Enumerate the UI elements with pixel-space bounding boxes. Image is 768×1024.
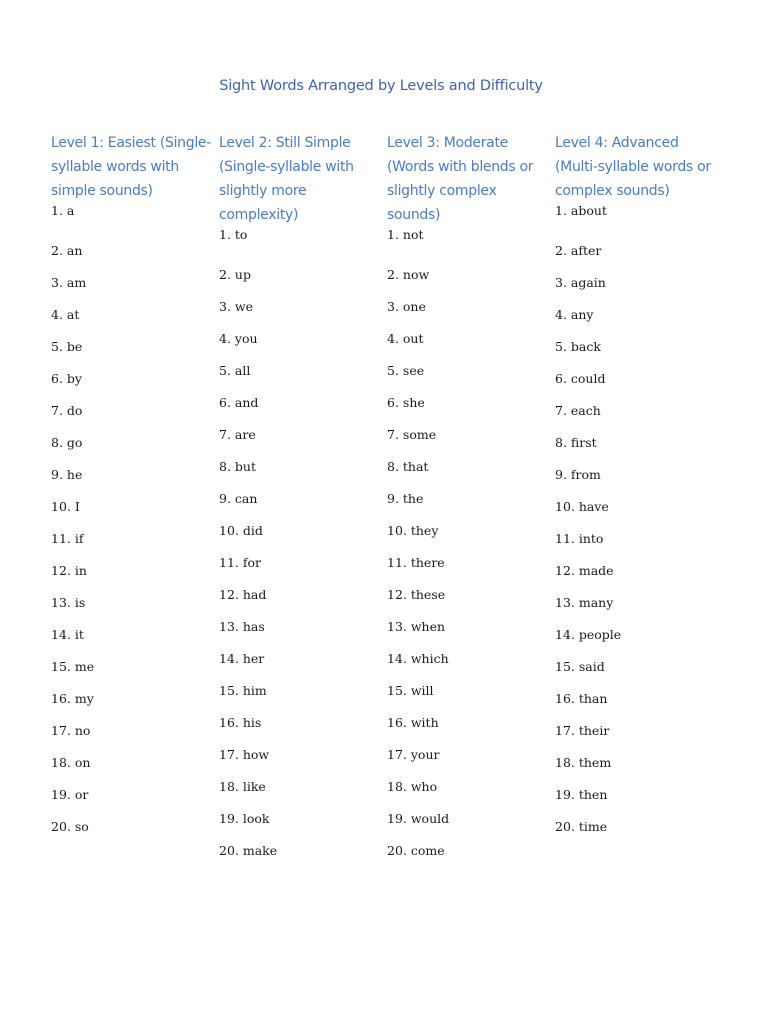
- word-list-item: 6. and: [219, 395, 259, 410]
- word-list-item: 8. go: [51, 435, 83, 450]
- word-list-item: 14. which: [387, 651, 449, 666]
- word-list-item: 10. have: [555, 499, 609, 514]
- word-list-item: 5. be: [51, 339, 83, 354]
- word-list-item: 13. has: [219, 619, 265, 634]
- level-3-heading: Level 3: Moderate (Words with blends or slightly complex sounds): [387, 135, 534, 223]
- word-list-item: 14. her: [219, 651, 265, 666]
- word-list-item: 19. or: [51, 787, 89, 802]
- level-2-heading: Level 2: Still Simple (Single-syllable with slightly more complexity): [219, 135, 354, 223]
- word-list-item: 20. so: [51, 819, 89, 834]
- word-list-item: 2. after: [555, 243, 602, 258]
- word-list-item: 14. people: [555, 627, 622, 642]
- word-list-item: 15. him: [219, 683, 267, 698]
- word-list-item: 4. any: [555, 307, 594, 322]
- word-list-item: 8. first: [555, 435, 597, 450]
- word-list-item: 15. said: [555, 659, 605, 674]
- word-list-item: 16. with: [387, 715, 439, 730]
- word-list-item: 9. the: [387, 491, 424, 506]
- word-list-item: 9. can: [219, 491, 258, 506]
- word-list-item: 4. you: [219, 331, 258, 346]
- word-list-item: 9. he: [51, 467, 83, 482]
- word-list-item: 16. my: [51, 691, 94, 706]
- word-list-item: 1. to: [219, 227, 248, 242]
- word-list-item: 15. will: [387, 683, 434, 698]
- word-list-item: 12. had: [219, 587, 267, 602]
- word-list-item: 4. at: [51, 307, 80, 322]
- level-1-column: [51, 131, 215, 843]
- word-list-item: 17. no: [51, 723, 91, 738]
- level-2-column: [219, 131, 383, 867]
- word-list-item: 6. by: [51, 371, 82, 386]
- word-list-item: 1. about: [555, 203, 607, 218]
- word-list-item: 2. up: [219, 267, 251, 282]
- level-4-heading: Level 4: Advanced (Multi-syllable words or complex sounds): [555, 135, 711, 199]
- word-list-item: 7. do: [51, 403, 83, 418]
- word-list-item: 11. if: [51, 531, 84, 546]
- word-list-item: 1. not: [387, 227, 424, 242]
- word-list-item: 5. back: [555, 339, 601, 354]
- word-list-item: 2. an: [51, 243, 83, 258]
- word-list-item: 3. one: [387, 299, 426, 314]
- word-list-item: 10. I: [51, 499, 80, 514]
- word-list-item: 19. then: [555, 787, 608, 802]
- word-list-item: 9. from: [555, 467, 601, 482]
- word-list-item: 16. than: [555, 691, 608, 706]
- word-list-item: 5. see: [387, 363, 425, 378]
- word-list-item: 7. each: [555, 403, 601, 418]
- word-list-item: 3. again: [555, 275, 606, 290]
- word-list-item: 12. in: [51, 563, 87, 578]
- word-list-item: 6. could: [555, 371, 606, 386]
- word-list-item: 13. is: [51, 595, 86, 610]
- word-list-item: 14. it: [51, 627, 84, 642]
- word-list-item: 2. now: [387, 267, 430, 282]
- level-2-word-list: [219, 227, 383, 867]
- word-list-item: 18. on: [51, 755, 91, 770]
- word-list-item: 13. many: [555, 595, 614, 610]
- word-list-item: 10. did: [219, 523, 263, 538]
- word-list-item: 15. me: [51, 659, 95, 674]
- word-list-item: 18. who: [387, 779, 438, 794]
- word-list-item: 10. they: [387, 523, 439, 538]
- level-1-word-list: [51, 203, 215, 843]
- word-list-item: 7. are: [219, 427, 256, 442]
- word-list-item: 4. out: [387, 331, 424, 346]
- word-list-item: 11. into: [555, 531, 604, 546]
- level-3-word-list: [387, 227, 551, 867]
- word-list-item: 20. time: [555, 819, 608, 834]
- level-4-word-list: [555, 203, 719, 843]
- word-list-item: 17. your: [387, 747, 440, 762]
- document-title: Sight Words Arranged by Levels and Difficulty: [219, 78, 543, 94]
- word-list-item: 20. make: [219, 843, 278, 858]
- word-list-item: 12. made: [555, 563, 614, 578]
- word-list-item: 18. like: [219, 779, 266, 794]
- word-list-item: 3. we: [219, 299, 253, 314]
- word-list-item: 1. a: [51, 203, 75, 218]
- word-list-item: 3. am: [51, 275, 87, 290]
- word-list-item: 19. look: [219, 811, 270, 826]
- word-list-item: 8. that: [387, 459, 429, 474]
- word-list-item: 11. there: [387, 555, 445, 570]
- word-list-item: 16. his: [219, 715, 262, 730]
- word-list-item: 19. would: [387, 811, 450, 826]
- level-4-column: [555, 131, 719, 843]
- word-list-item: 7. some: [387, 427, 437, 442]
- level-1-heading: Level 1: Easiest (Single-syllable words with simple sounds): [51, 135, 211, 199]
- word-list-item: 13. when: [387, 619, 446, 634]
- word-list-item: 18. them: [555, 755, 612, 770]
- word-list-item: 12. these: [387, 587, 446, 602]
- word-list-item: 8. but: [219, 459, 256, 474]
- word-list-item: 11. for: [219, 555, 261, 570]
- word-list-item: 17. their: [555, 723, 610, 738]
- word-list-item: 20. come: [387, 843, 445, 858]
- word-list-item: 17. how: [219, 747, 270, 762]
- word-list-item: 5. all: [219, 363, 251, 378]
- word-list-item: 6. she: [387, 395, 425, 410]
- level-3-column: [387, 131, 551, 867]
